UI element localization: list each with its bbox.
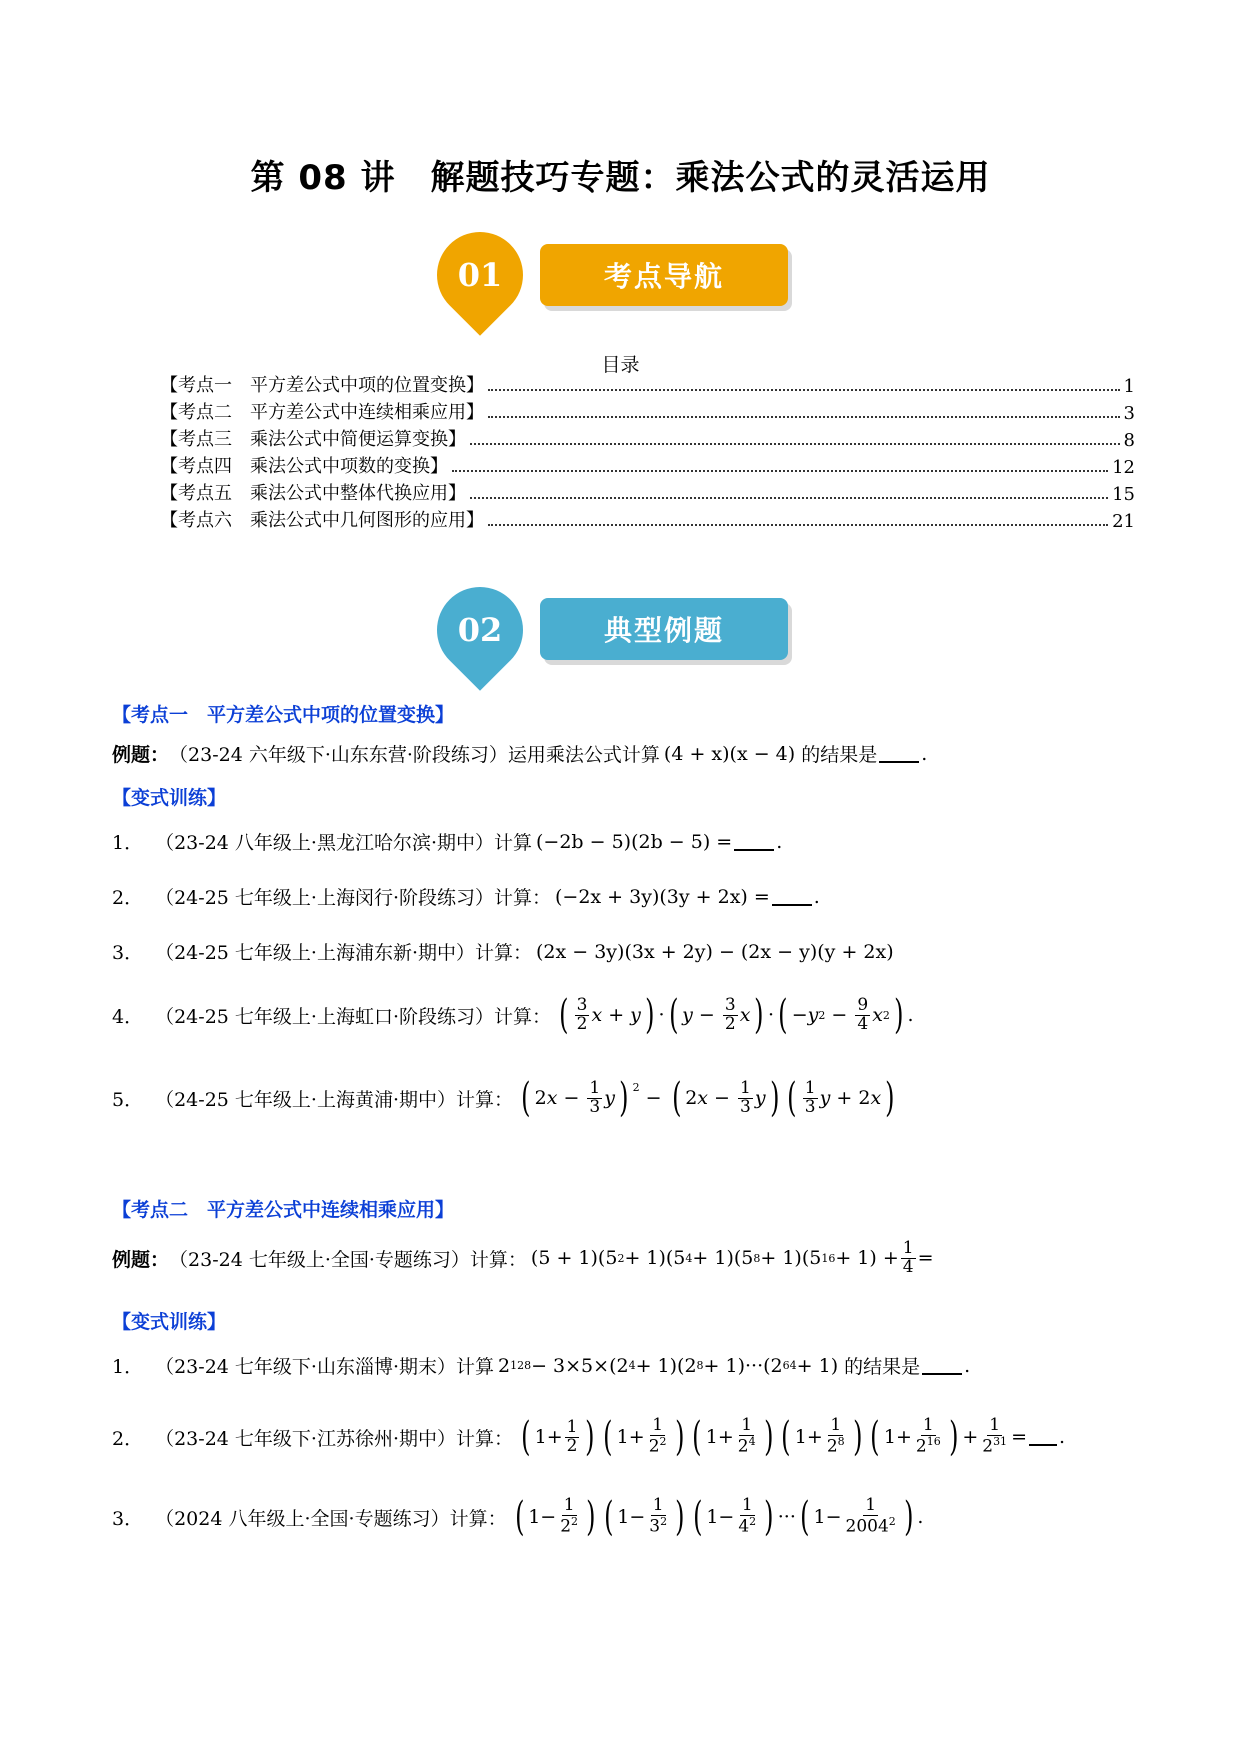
- problem-line: [112, 1414, 1066, 1460]
- example-text: （23-24 六年级下·山东东营·阶段练习）运用乘法公式计算: [169, 744, 660, 766]
- answer-blank[interactable]: [734, 833, 774, 851]
- toc-item-page: 8: [1123, 430, 1135, 451]
- period: .: [776, 830, 783, 853]
- example-label: 例题：: [112, 744, 170, 766]
- period: .: [1058, 1426, 1066, 1448]
- toc-leader: [488, 416, 1120, 418]
- badge-number-text: 01: [457, 256, 503, 294]
- problem-expression: ( 1− $\frac{1}{2^2}$ ) ( 1− $\frac{1}{3^2}$ ) ( 1− $\frac{1}{4^2}$ ) ··· ( 1− $\frac{1}{2004^2}$ ) .: [514, 1494, 924, 1540]
- problem-expression: (−2b − 5)(2b − 5) =: [536, 830, 733, 853]
- example-expression: (4 + x)(x − 4): [663, 742, 796, 765]
- problem-number: 3．: [112, 942, 144, 964]
- problem-number: 4．: [112, 1005, 144, 1028]
- problem-source: （24-25 七年级上·上海闵行·阶段练习）计算：: [155, 887, 551, 909]
- problem-number: 2．: [112, 887, 144, 909]
- problem-expression: ( $\frac{3}{2}$ x + y ) · ( y − $\frac{3}{2}$ x ) · ( − y 2 − $\frac{9}{4}$ x 2 ) .: [559, 992, 914, 1038]
- toc-item[interactable]: [160, 505, 1135, 532]
- problem-expression: ( 2 x − $\frac{1}{3}$ y ) $^2$ − ( 2 x − $\frac{1}{3}$ y ) ( $\frac{1}{3}$ y + 2 x ): [521, 1075, 895, 1121]
- example-line: [112, 1240, 934, 1277]
- example-line: [112, 740, 927, 767]
- toc-item-label: 【考点一 平方差公式中项的位置变换】: [160, 375, 484, 396]
- section-heading: 【考点二 平方差公式中连续相乘应用】: [112, 1199, 455, 1221]
- toc-item[interactable]: [160, 370, 1135, 397]
- badge-number-text: 02: [457, 611, 503, 649]
- example-tail: 的结果是: [801, 744, 878, 766]
- problem-number: 3．: [112, 1507, 144, 1530]
- section-heading: 【考点一 平方差公式中项的位置变换】: [112, 704, 455, 726]
- problem-tail: 的结果是: [844, 1356, 921, 1378]
- problem-line: [112, 1494, 924, 1540]
- answer-blank[interactable]: [772, 888, 812, 906]
- period: .: [964, 1354, 971, 1377]
- page-title: 第 08 讲 解题技巧专题：乘法公式的灵活运用: [250, 158, 991, 198]
- toc-item-label: 【考点三 乘法公式中简便运算变换】: [160, 429, 466, 450]
- answer-blank[interactable]: [922, 1357, 962, 1375]
- example-expression: (5 + 1)(5 2 + 1)(5 4 + 1)(5 8 + 1)(5 16 + 1) + $\frac{1}{4}$ =: [530, 1238, 934, 1277]
- toc-item-page: 1: [1123, 376, 1135, 397]
- problem-source: （24-25 七年级上·上海黄浦·期中）计算：: [155, 1088, 513, 1111]
- toc-item-label: 【考点四 乘法公式中项数的变换】: [160, 456, 448, 477]
- toc-item[interactable]: [160, 478, 1135, 505]
- problem-expression: (2x − 3y)(3x + 2y) − (2x − y)(y + 2x): [536, 940, 894, 963]
- problem-line: [112, 1075, 899, 1121]
- toc-item[interactable]: [160, 424, 1135, 451]
- answer-blank[interactable]: [1029, 1428, 1057, 1446]
- problem-line: [112, 992, 914, 1038]
- problem-source: （24-25 七年级上·上海虹口·阶段练习）计算：: [155, 1005, 551, 1028]
- toc-item-page: 15: [1112, 484, 1135, 505]
- toc-leader: [488, 524, 1108, 526]
- problem-source: （24-25 七年级上·上海浦东新·期中）计算：: [155, 942, 532, 964]
- toc-title: 目录: [601, 354, 640, 376]
- problem-expression: 2 128 − 3×5×(2 4 + 1)(2 8 + 1)···(2 64 + 1): [498, 1354, 839, 1377]
- variant-heading: 【变式训练】: [112, 787, 227, 809]
- toc-leader: [470, 443, 1120, 445]
- badge-number-02: [419, 569, 541, 691]
- toc-item-label: 【考点六 乘法公式中几何图形的应用】: [160, 510, 484, 531]
- problem-number: 1．: [112, 1356, 144, 1378]
- problem-expression: (−2x + 3y)(3y + 2x) =: [555, 885, 770, 908]
- problem-line: [112, 938, 894, 965]
- toc-item[interactable]: [160, 451, 1135, 478]
- problem-source: （23-24 七年级下·山东淄博·期末）计算: [155, 1356, 494, 1378]
- problem-number: 5．: [112, 1088, 144, 1111]
- period: .: [921, 742, 928, 765]
- problem-line: [112, 1352, 970, 1379]
- problem-number: 1．: [112, 832, 144, 854]
- period: .: [813, 885, 820, 908]
- toc-leader: [452, 470, 1108, 472]
- toc-leader: [488, 389, 1120, 391]
- problem-source: （23-24 八年级上·黑龙江哈尔滨·期中）计算: [155, 832, 532, 854]
- answer-blank[interactable]: [879, 745, 919, 763]
- problem-number: 2．: [112, 1427, 144, 1450]
- problem-line: [112, 883, 820, 910]
- toc-item-page: 12: [1112, 457, 1135, 478]
- toc-item-label: 【考点二 平方差公式中连续相乘应用】: [160, 402, 484, 423]
- badge-number-01: [419, 214, 541, 336]
- problem-source: （2024 八年级上·全国·专题练习）计算：: [155, 1507, 507, 1530]
- example-text: （23-24 七年级上·全国·专题练习）计算：: [169, 1248, 527, 1271]
- badge-label-navigation: 考点导航: [540, 244, 788, 306]
- toc-leader: [470, 497, 1108, 499]
- toc-item-page: 3: [1123, 403, 1135, 424]
- badge-label-examples: 典型例题: [540, 598, 788, 660]
- variant-heading: 【变式训练】: [112, 1311, 227, 1333]
- toc-item-label: 【考点五 乘法公式中整体代换应用】: [160, 483, 466, 504]
- problem-line: [112, 828, 782, 855]
- example-label: 例题：: [112, 1248, 170, 1271]
- problem-expression: ( 1+ $\frac{1}{2}$ ) ( 1+ $\frac{1}{2^2}$ ) ( 1+ $\frac{1}{2^4}$ ) ( 1+ $\frac{1}{2^8}$ ) ( 1+ $\frac{1}{2^{16}}$ ) + $\frac{1}{2^{31}}$ =: [521, 1414, 1027, 1460]
- problem-source: （23-24 七年级下·江苏徐州·期中）计算：: [155, 1427, 513, 1450]
- toc-item-page: 21: [1112, 511, 1135, 532]
- toc-item[interactable]: [160, 397, 1135, 424]
